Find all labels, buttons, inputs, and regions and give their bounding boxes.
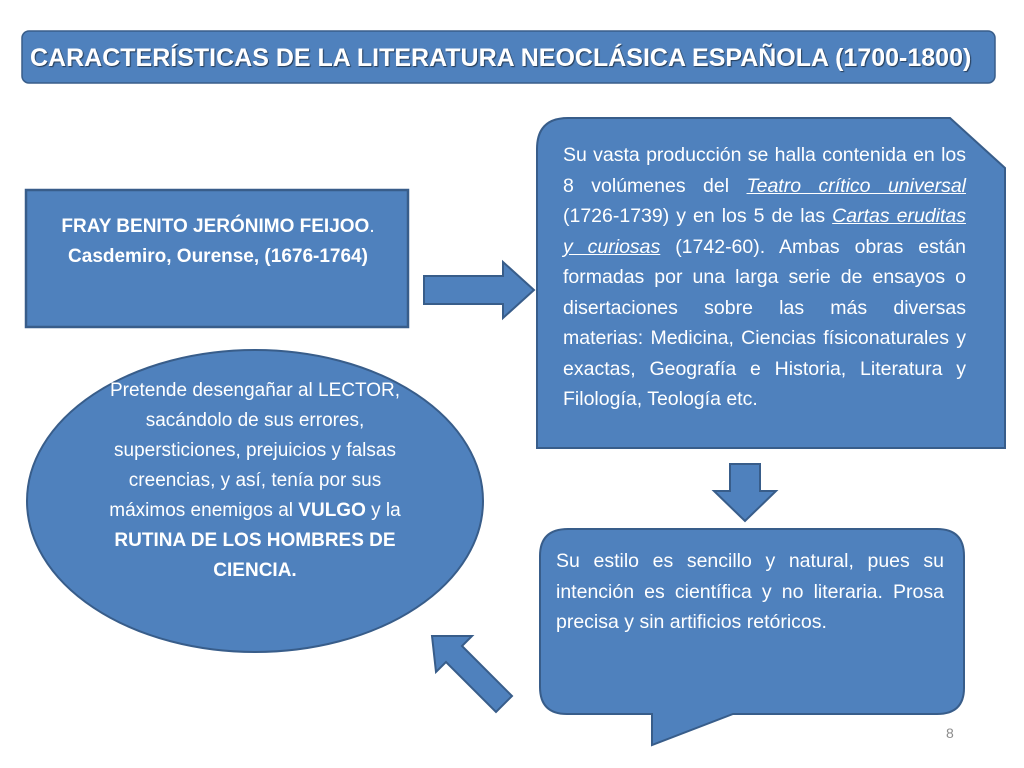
diagonal-arrow bbox=[432, 636, 512, 712]
vulgo-bold: VULGO bbox=[298, 500, 366, 521]
purpose-text bbox=[100, 376, 410, 586]
work-title-teatro: Teatro crítico universal bbox=[746, 174, 966, 197]
author-name-dot: . bbox=[369, 216, 375, 237]
page-title: CARACTERÍSTICAS DE LA LITERATURA NEOCLÁSICA ESPAÑOLA (1700-1800) bbox=[30, 44, 972, 72]
page-number: 8 bbox=[946, 725, 954, 741]
style-text: Su estilo es sencillo y natural, pues su intención es científica y no literaria. Prosa precisa y sin artificios retóricos. bbox=[556, 550, 944, 633]
production-text-part: Su vasta producción se halla contenida en los 8 volúmenes del bbox=[563, 144, 966, 197]
down-arrow bbox=[714, 464, 776, 521]
right-arrow bbox=[424, 262, 534, 318]
production-text-part: (1742-60). Ambas obras están formadas por una larga serie de ensayos o disertaciones sobre las más diversas materias: Medicina, Ciencias físiconaturales y exactas, Geografía e Historia, Literatura y Filología, Teología etc. bbox=[563, 235, 966, 410]
author-box-text bbox=[34, 212, 402, 272]
purpose-text-part: y la bbox=[365, 500, 401, 521]
author-origin: Casdemiro, Ourense, (1676-1764) bbox=[68, 246, 368, 267]
rutina-bold: RUTINA DE LOS HOMBRES DE CIENCIA. bbox=[114, 530, 396, 581]
production-text-part: (1726-1739) y en los 5 de las bbox=[563, 205, 833, 227]
production-text bbox=[563, 140, 966, 415]
author-name: FRAY BENITO JERÓNIMO FEIJOO bbox=[61, 216, 370, 237]
work-title-cartas: Cartas eruditas y curiosas bbox=[563, 205, 966, 258]
purpose-text-part: Pretende desengañar al LECTOR, sacándolo de sus errores, supersticiones, prejuicios y falsas creencias, y así, tenía por sus máximos enemigos al bbox=[109, 380, 401, 521]
